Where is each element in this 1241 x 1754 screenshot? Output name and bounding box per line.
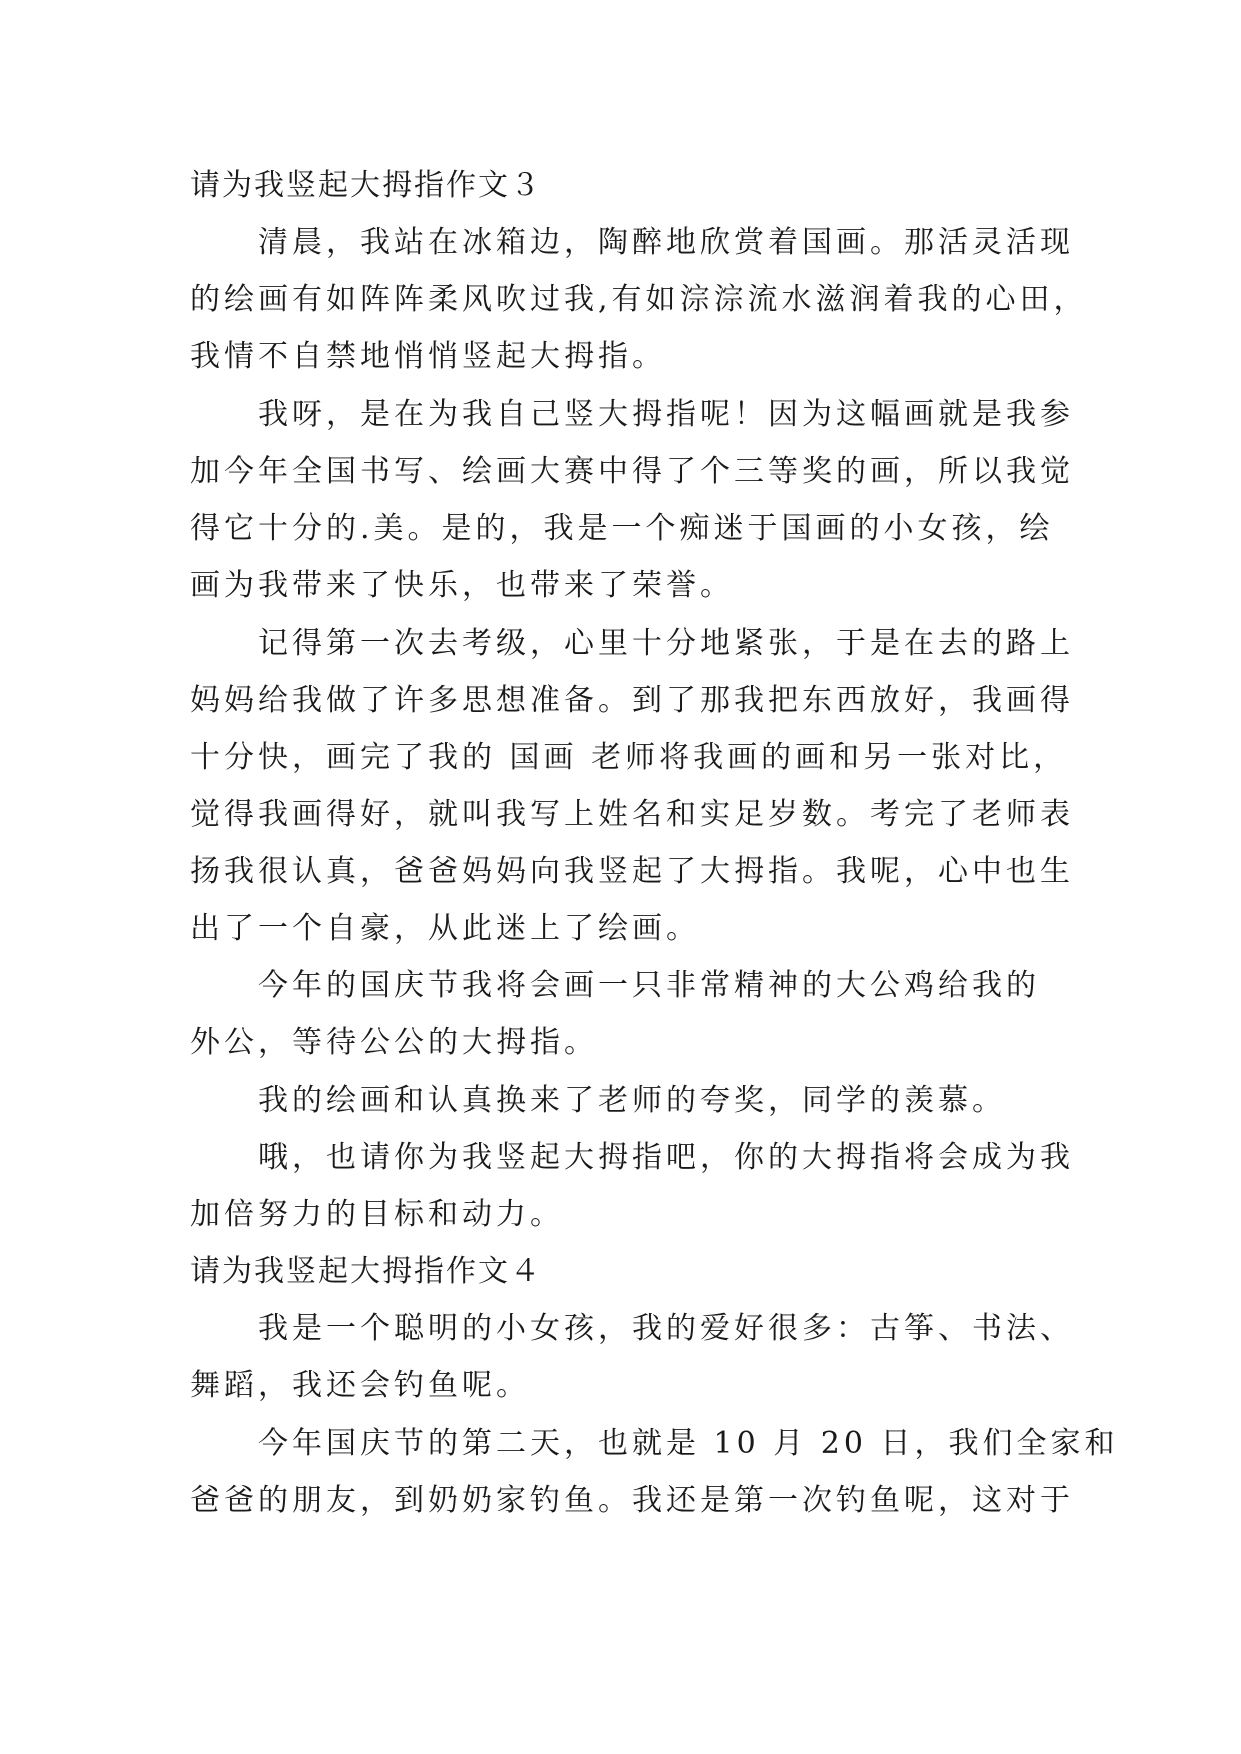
paragraph-line: 觉得我画得好，就叫我写上姓名和实足岁数。考完了老师表 xyxy=(190,797,1074,832)
paragraph-line: 扬我很认真，爸爸妈妈向我竖起了大拇指。我呢，心中也生 xyxy=(190,854,1074,889)
paragraph-line: 得它十分的.美。是的，我是一个痴迷于国画的小女孩，绘 xyxy=(190,511,1054,546)
paragraph-line: 加倍努力的目标和动力。 xyxy=(190,1197,564,1232)
paragraph-line: 今年国庆节的第二天，也就是 10 月 20 日，我们全家和 xyxy=(258,1426,1119,1461)
paragraph-line: 舞蹈，我还会钓鱼呢。 xyxy=(190,1368,530,1403)
paragraph-line: 我情不自禁地悄悄竖起大拇指。 xyxy=(190,339,666,374)
paragraph-line: 哦，也请你为我竖起大拇指吧，你的大拇指将会成为我 xyxy=(258,1140,1074,1175)
paragraph-line: 我的绘画和认真换来了老师的夸奖，同学的羡慕。 xyxy=(258,1083,1006,1118)
paragraph-line: 我呀，是在为我自己竖大拇指呢！因为这幅画就是我参 xyxy=(258,397,1074,432)
paragraph-line: 今年的国庆节我将会画一只非常精神的大公鸡给我的 xyxy=(258,968,1040,1003)
paragraph-line: 我是一个聪明的小女孩，我的爱好很多：古筝、书法、 xyxy=(258,1311,1074,1346)
paragraph-line: 记得第一次去考级，心里十分地紧张，于是在去的路上 xyxy=(258,626,1074,661)
paragraph-line: 清晨，我站在冰箱边，陶醉地欣赏着国画。那活灵活现 xyxy=(258,225,1074,260)
paragraph-line: 外公，等待公公的大拇指。 xyxy=(190,1025,598,1060)
paragraph-line: 十分快，画完了我的 国画 老师将我画的画和另一张对比， xyxy=(190,740,1068,775)
paragraph-line: 的绘画有如阵阵柔风吹过我,有如淙淙流水滋润着我的心田， xyxy=(190,282,1088,317)
paragraph-line: 爸爸的朋友，到奶奶家钓鱼。我还是第一次钓鱼呢，这对于 xyxy=(190,1483,1074,1518)
paragraph-line: 画为我带来了快乐，也带来了荣誉。 xyxy=(190,568,734,603)
section-3-title: 请为我竖起大拇指作文３ xyxy=(190,168,542,203)
paragraph-line: 加今年全国书写、绘画大赛中得了个三等奖的画，所以我觉 xyxy=(190,454,1074,489)
paragraph-line: 出了一个自豪，从此迷上了绘画。 xyxy=(190,911,700,946)
paragraph-line: 妈妈给我做了许多思想准备。到了那我把东西放好，我画得 xyxy=(190,683,1074,718)
section-4-title: 请为我竖起大拇指作文４ xyxy=(190,1254,542,1289)
